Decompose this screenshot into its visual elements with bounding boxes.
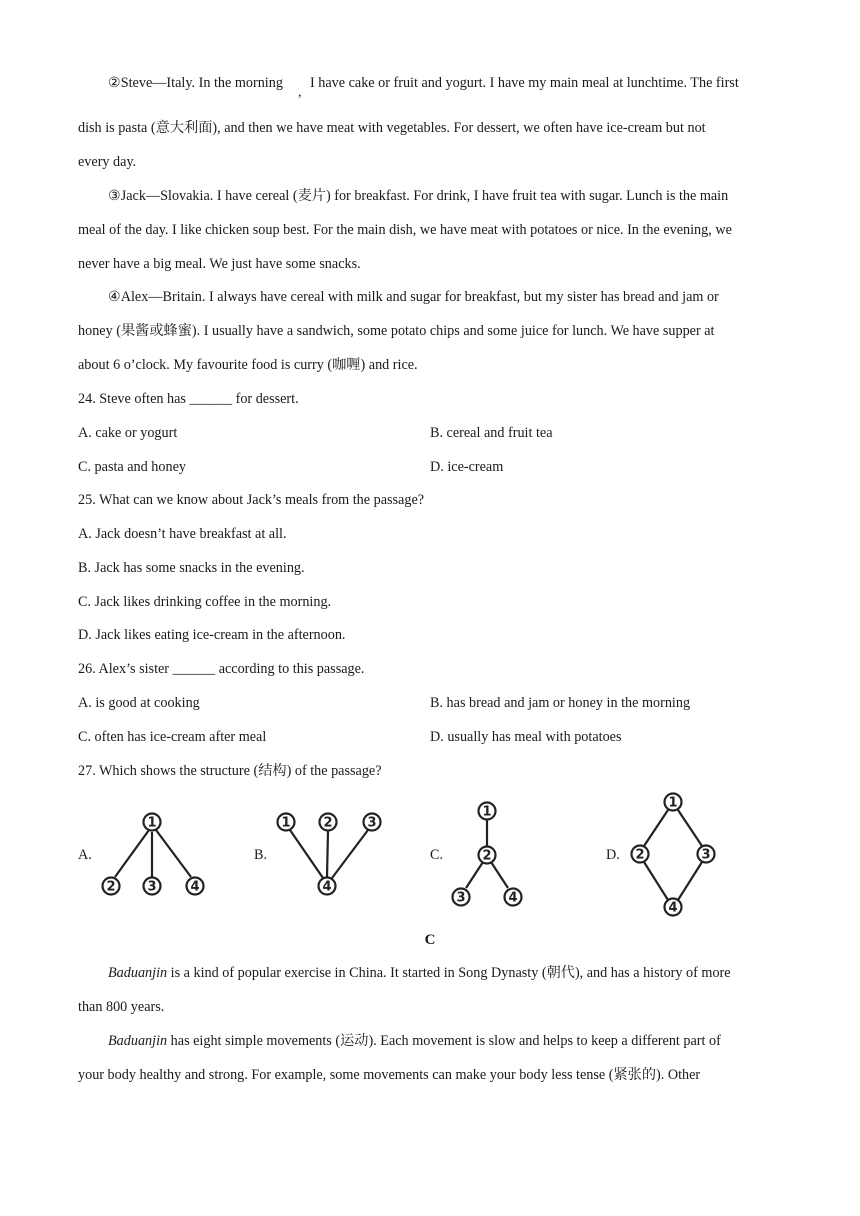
question-24-option-b: B. cereal and fruit tea <box>430 425 553 441</box>
section-c-p2-line2: your body healthy and strong. For example, some movements can make your body less tense (紧张的). Other <box>78 1067 701 1083</box>
node-3 <box>364 814 381 831</box>
question-26-option-a: A. is good at cooking <box>78 695 200 711</box>
node-3 <box>453 889 470 906</box>
svg-text:3: 3 <box>147 879 157 895</box>
node-3 <box>698 846 715 863</box>
svg-text:2: 2 <box>106 879 116 895</box>
structure-option-c-label: C. <box>430 847 444 863</box>
question-24-option-a: A. cake or yogurt <box>78 425 178 441</box>
svg-text:4: 4 <box>190 879 200 895</box>
node-3 <box>144 878 161 895</box>
passage-b-p3-line1: ③Jack—Slovakia. I have cereal (麦片) for breakfast. For drink, I have fruit tea with sugar. Lunch is the main <box>108 188 729 204</box>
structure-option-d-label: D. <box>606 847 620 863</box>
passage-b-p2-line1b: I have cake or fruit and yogurt. I have my main meal at lunchtime. The first <box>310 75 739 91</box>
structure-diagram-b <box>270 808 388 900</box>
question-24-option-c: C. pasta and honey <box>78 459 186 475</box>
question-25-option-a: A. Jack doesn’t have breakfast at all. <box>78 526 287 542</box>
passage-b-p4-line3: about 6 o’clock. My favourite food is curry (咖喱) and rice. <box>78 357 418 373</box>
node-2 <box>479 847 496 864</box>
question-25-stem: 25. What can we know about Jack’s meals from the passage? <box>78 492 425 508</box>
node-1 <box>144 814 161 831</box>
passage-b-p3-line2: meal of the day. I like chicken soup best. For the main dish, we have meat with potatoes or nice. In the evening, we <box>78 222 732 238</box>
question-25-option-d: D. Jack likes eating ice-cream in the afternoon. <box>78 627 346 643</box>
question-24-stem: 24. Steve often has ______ for dessert. <box>78 391 299 407</box>
passage-b-p2-line1a: ②Steve—Italy. In the morning <box>108 75 283 91</box>
structure-diagram-a <box>96 808 216 900</box>
svg-text:1: 1 <box>482 804 492 820</box>
passage-b-p3-line3: never have a big meal. We just have some snacks. <box>78 256 361 272</box>
node-4 <box>505 889 522 906</box>
section-c-p2-line1 <box>108 1031 721 1051</box>
question-25-option-b: B. Jack has some snacks in the evening. <box>78 560 305 576</box>
node-4 <box>665 899 682 916</box>
svg-text:2: 2 <box>482 848 492 864</box>
question-26-option-d: D. usually has meal with potatoes <box>430 729 622 745</box>
node-4 <box>187 878 204 895</box>
svg-text:3: 3 <box>701 847 711 863</box>
node-1 <box>665 794 682 811</box>
structure-diagram-c <box>448 796 528 912</box>
passage-b-p2-line3: every day. <box>78 154 137 170</box>
node-2 <box>632 846 649 863</box>
section-c-p2-line1-text: has eight simple movements (运动). Each movement is slow and helps to keep a different part of <box>167 1033 721 1049</box>
stray-comma: , <box>298 85 302 100</box>
baduanjin-term: Baduanjin <box>108 1033 168 1049</box>
section-c-p1-line1-text: is a kind of popular exercise in China. It started in Song Dynasty (朝代), and has a history of more <box>167 965 731 981</box>
node-2 <box>320 814 337 831</box>
passage-b-p4-line1: ④Alex—Britain. I always have cereal with milk and sugar for breakfast, but my sister has bread and jam or <box>108 289 719 305</box>
passage-b-p4-line2: honey (果酱或蜂蜜). I usually have a sandwich, some potato chips and some juice for lunch. We have supper at <box>78 323 715 339</box>
svg-text:1: 1 <box>147 815 157 831</box>
svg-text:3: 3 <box>367 815 377 831</box>
svg-text:4: 4 <box>508 890 518 906</box>
question-25-option-c: C. Jack likes drinking coffee in the morning. <box>78 594 332 610</box>
section-c-p1-line1 <box>108 963 731 983</box>
svg-text:1: 1 <box>281 815 291 831</box>
node-1 <box>278 814 295 831</box>
baduanjin-term: Baduanjin <box>108 965 168 981</box>
svg-text:2: 2 <box>323 815 333 831</box>
passage-b-p2-line2: dish is pasta (意大利面), and then we have meat with vegetables. For dessert, we often have ice-cream but not <box>78 120 706 136</box>
question-26-option-b: B. has bread and jam or honey in the morning <box>430 695 691 711</box>
structure-option-a-label: A. <box>78 847 92 863</box>
svg-text:1: 1 <box>668 795 678 811</box>
node-2 <box>103 878 120 895</box>
question-24-option-d: D. ice-cream <box>430 459 504 475</box>
section-c-p1-line2: than 800 years. <box>78 999 165 1015</box>
svg-text:3: 3 <box>456 890 466 906</box>
svg-text:4: 4 <box>668 900 678 916</box>
node-1 <box>479 803 496 820</box>
svg-text:4: 4 <box>322 879 332 895</box>
question-26-stem: 26. Alex’s sister ______ according to this passage. <box>78 661 365 677</box>
question-26-option-c: C. often has ice-cream after meal <box>78 729 267 745</box>
section-c-heading: C <box>424 932 436 948</box>
node-4 <box>319 878 336 895</box>
structure-option-b-label: B. <box>254 847 268 863</box>
svg-text:2: 2 <box>635 847 645 863</box>
question-27-stem: 27. Which shows the structure (结构) of the passage? <box>78 763 382 779</box>
structure-diagram-d <box>624 790 724 920</box>
